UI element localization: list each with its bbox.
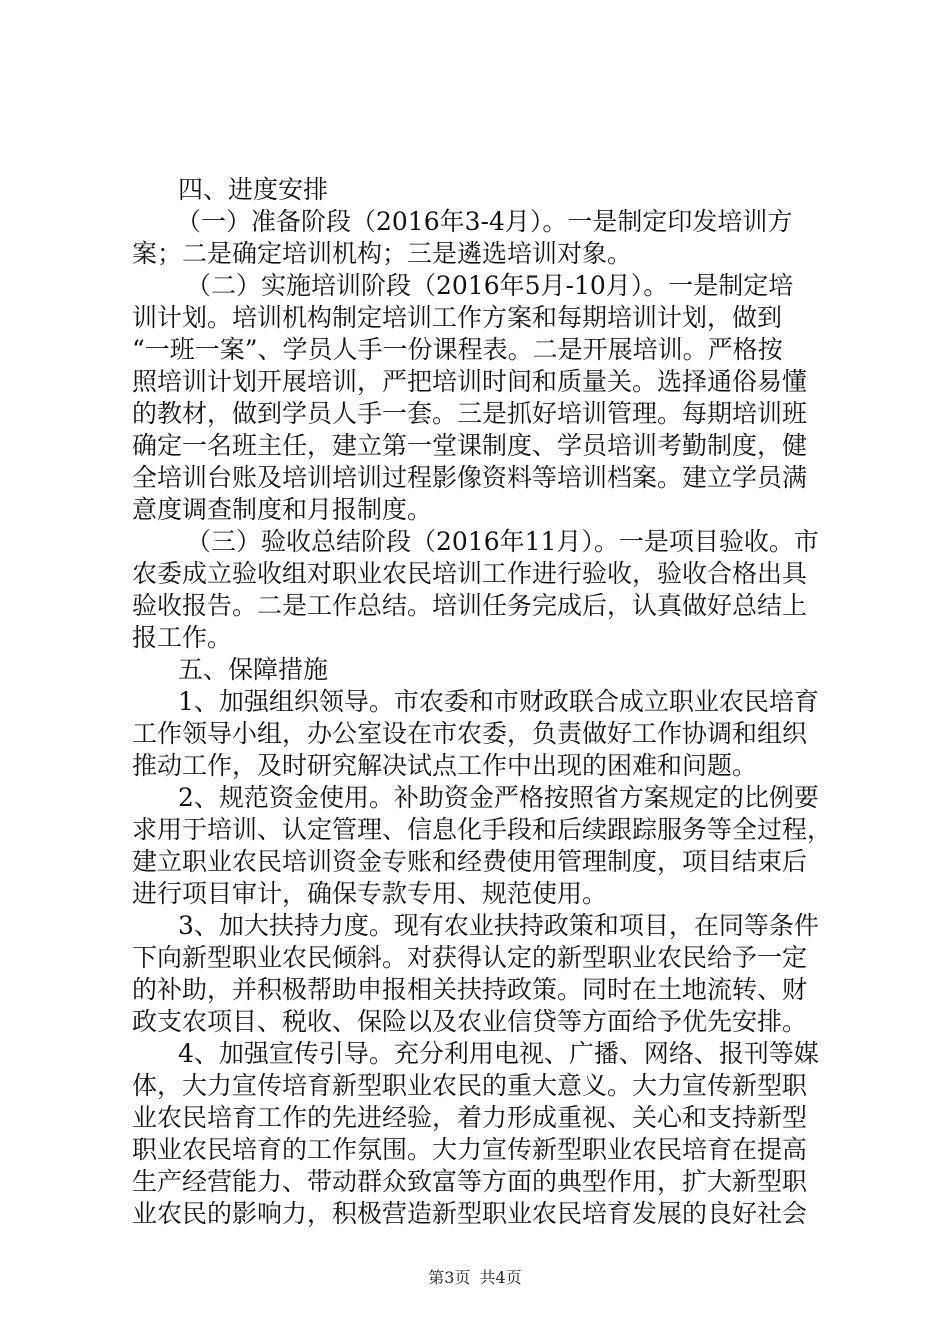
paragraph-line: 照培训计划开展培训，严把培训时间和质量关。选择通俗易懂 (132, 367, 808, 396)
paragraph-line: “一班一案”、学员人手一份课程表。二是开展培训。严格按 (132, 335, 783, 364)
document-body (132, 174, 832, 1230)
paragraph-line: 生产经营能力、带动群众致富等方面的典型作用，扩大新型职 (132, 1167, 808, 1196)
paragraph-line: 求用于培训、认定管理、信息化手段和后续跟踪服务等全过程， (132, 815, 832, 844)
paragraph-line: 意度调查制度和月报制度。 (132, 495, 433, 524)
paragraph-line: 政支农项目、税收、保险以及农业信贷等方面给予优先安排。 (132, 1007, 808, 1036)
paragraph-line: （二）实施培训阶段（2016年5月-10月）。一是制定培 (186, 271, 794, 300)
paragraph-line: 训计划。培训机构制定培训工作方案和每期培训计划，做到 (132, 303, 783, 332)
paragraph-line: 验收报告。二是工作总结。培训任务完成后，认真做好总结上 (132, 591, 808, 620)
paragraph-line: 建立职业农民培训资金专账和经费使用管理制度，项目结束后 (132, 847, 808, 876)
section-heading-schedule: 四、进度安排 (178, 175, 329, 204)
page-number: 第3页 (428, 1268, 471, 1287)
paragraph-line: 下向新型职业农民倾斜。对获得认定的新型职业农民给予一定 (132, 943, 808, 972)
paragraph-line: 的补助，并积极帮助申报相关扶持政策。同时在土地流转、财 (132, 975, 808, 1004)
page-footer (0, 1268, 950, 1288)
paragraph-line: 案；二是确定培训机构；三是遴选培训对象。 (132, 239, 633, 268)
paragraph-line: （三）验收总结阶段（2016年11月）。一是项目验收。市 (186, 527, 819, 556)
paragraph-line: 确定一名班主任，建立第一堂课制度、学员培训考勤制度，健 (132, 431, 808, 460)
paragraph-line: 职业农民培育的工作氛围。大力宣传新型职业农民培育在提高 (132, 1135, 808, 1164)
paragraph-line: 全培训台账及培训培训过程影像资料等培训档案。建立学员满 (132, 463, 808, 492)
paragraph-line: 业农民的影响力，积极营造新型职业农民培育发展的良好社会 (132, 1199, 808, 1228)
paragraph-line: 进行项目审计，确保专款专用、规范使用。 (132, 879, 608, 908)
paragraph-line: 2、规范资金使用。补助资金严格按照省方案规定的比例要 (178, 783, 819, 812)
section-heading-safeguards: 五、保障措施 (178, 655, 329, 684)
paragraph-line: 4、加强宣传引导。充分利用电视、广播、网络、报刊等媒 (178, 1039, 819, 1068)
paragraph-line: 业农民培育工作的先进经验，着力形成重视、关心和支持新型 (132, 1103, 808, 1132)
paragraph-line: 的教材，做到学员人手一套。三是抓好培训管理。每期培训班 (132, 399, 808, 428)
page-total: 共4页 (479, 1268, 522, 1287)
paragraph-line: 报工作。 (132, 623, 233, 652)
paragraph-line: 农委成立验收组对职业农民培训工作进行验收，验收合格出具 (132, 559, 808, 588)
paragraph-line: 体，大力宣传培育新型职业农民的重大意义。大力宣传新型职 (132, 1071, 808, 1100)
paragraph-line: （一）准备阶段（2016年3-4月）。一是制定印发培训方 (176, 207, 793, 236)
paragraph-line: 3、加大扶持力度。现有农业扶持政策和项目，在同等条件 (178, 911, 819, 940)
paragraph-line: 推动工作，及时研究解决试点工作中出现的困难和问题。 (132, 751, 758, 780)
paragraph-line: 1、加强组织领导。市农委和市财政联合成立职业农民培育 (178, 687, 819, 716)
paragraph-line: 工作领导小组，办公室设在市农委，负责做好工作协调和组织 (132, 719, 808, 748)
